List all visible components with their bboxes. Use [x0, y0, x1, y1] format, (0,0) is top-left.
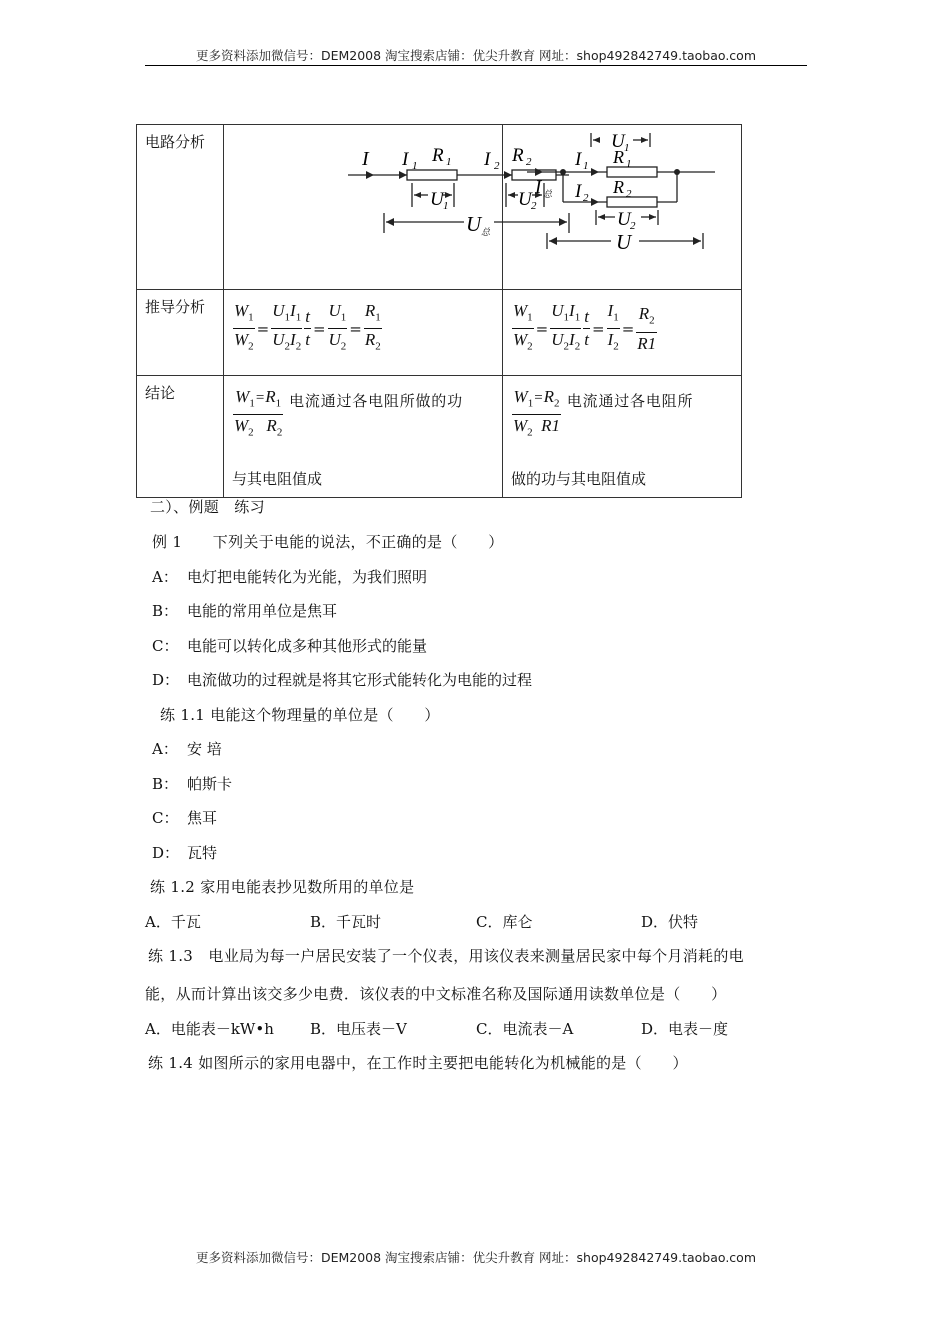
practice11-option-b[interactable]: B： 帕斯卡: [152, 775, 233, 793]
series-circuit-diagram: [224, 125, 537, 285]
parallel-circuit-cell: [503, 125, 742, 290]
series-sub-R1: 1: [446, 156, 452, 168]
series-sub-I2: 2: [494, 160, 500, 172]
parallel-sub-U1: 1: [624, 142, 630, 154]
section-title: 二）、例题 练习: [150, 498, 265, 516]
series-derivation-cell: [224, 290, 503, 376]
practice12-stem: 练 1.2 家用电能表抄见数所用的单位是: [150, 878, 415, 896]
parallel-conclusion-inline: 电流通过各电阻所: [566, 392, 694, 410]
parallel-sub-total: 总: [543, 189, 553, 199]
frac-u1i1-u2i2: $\frac{U_1I_1}{U_2I_2}$: [272, 301, 302, 353]
practice11-option-a[interactable]: A： 安 培: [152, 740, 222, 758]
page-header: 更多资料添加微信号：DEM2008 淘宝搜索店铺：优尖升教育 网址：shop492842749.taobao.com: [195, 48, 757, 63]
parallel-label-R1: R: [613, 147, 624, 167]
example1-stem: 例 1 下列关于电能的说法，不正确的是（ ）: [152, 533, 504, 551]
practice13-option-d[interactable]: D．电表－度: [641, 1020, 729, 1038]
frac-r2-r1-p: $\frac{R_2}{R1}$: [637, 304, 657, 353]
series-circuit-cell: [224, 125, 537, 290]
practice14-stem: 练 1.4 如图所示的家用电器中，在工作时主要把电能转化为机械能的是（ ）: [148, 1054, 688, 1072]
series-label-R2: R: [512, 145, 524, 166]
series-label-I2: I: [484, 149, 491, 170]
series-sub-R2: 2: [526, 156, 532, 168]
header-divider: [145, 65, 807, 66]
parallel-label-U1: U: [611, 131, 625, 152]
parallel-derivation-formula: $\frac{W_1}{W_2}$ = $\frac{U_1I_1}{U_2I_2}$ $\frac{t}{t}$ = $\frac{I_1}{I_2}$ = $\frac{R_2}{R1}$: [503, 290, 741, 358]
practice13-stem-line2: 能，从而计算出该交多少电费．该仪表的中文标准名称及国际通用读数单位是（ ）: [145, 985, 727, 1003]
electric-work-table: [136, 124, 742, 498]
parallel-sub-U2: 2: [630, 220, 636, 232]
frac-w1-w2: $\frac{W_1}{W_2}$: [234, 301, 254, 353]
practice12-option-c[interactable]: C．库仑: [476, 913, 533, 931]
parallel-conclusion-tail: 做的功与其电阻值成: [511, 469, 647, 488]
parallel-label-U2: U: [617, 209, 631, 230]
practice11-stem: 练 1.1 电能这个物理量的单位是（ ）: [160, 706, 440, 724]
example1-option-b[interactable]: B： 电能的常用单位是焦耳: [152, 602, 338, 620]
parallel-sub-I2: 2: [583, 192, 589, 204]
series-sub-I1: 1: [412, 160, 418, 172]
series-label-R1: R: [432, 145, 444, 166]
parallel-sub-R1: 1: [626, 158, 632, 170]
practice13-stem-line1: 练 1.3 电业局为每一户居民安装了一个仪表，用该仪表来测量居民家中每个月消耗的电: [148, 947, 744, 965]
practice12-option-d[interactable]: D．伏特: [641, 913, 699, 931]
series-conclusion-cell: [224, 376, 503, 498]
parallel-sub-I1: 1: [583, 160, 589, 172]
practice13-option-b[interactable]: B．电压表－V: [310, 1020, 407, 1038]
parallel-label-I2: I: [575, 181, 582, 202]
series-derivation-formula: $\frac{W_1}{W_2}$ = $\frac{U_1I_1}{U_2I_2}$ $\frac{t}{t}$ = $\frac{U_1}{U_2}$ = $\frac{R_1}{R_2}$: [224, 290, 502, 358]
series-sub-U1: 1: [443, 200, 449, 212]
parallel-label-U: U: [616, 230, 632, 254]
practice12-option-a[interactable]: A．千瓦: [145, 913, 201, 931]
parallel-conclusion-cell: [503, 376, 742, 498]
series-label-U1: U: [430, 189, 444, 210]
frac-conclusion-parallel: $\frac{W_1=R_2}{W_2 R1}$: [513, 387, 561, 439]
frac-u1i1-u2i2-p: $\frac{U_1I_1}{U_2I_2}$: [551, 301, 581, 353]
series-sub-total: 总: [481, 227, 491, 237]
parallel-label-R2: R: [613, 177, 624, 197]
row-label-conclusion: 结论: [137, 376, 224, 498]
example1-option-a[interactable]: A： 电灯把电能转化为光能，为我们照明: [152, 568, 428, 586]
example1-option-d[interactable]: D： 电流做功的过程就是将其它形式能转化为电能的过程: [152, 671, 533, 689]
frac-u1-u2: $\frac{U_1}{U_2}$: [328, 301, 347, 353]
parallel-derivation-cell: [503, 290, 742, 376]
row-label-derivation: 推导分析: [137, 290, 224, 376]
series-conclusion-inline: 电流通过各电阻所做的功: [289, 392, 463, 410]
practice13-option-c[interactable]: C．电流表－A: [476, 1020, 574, 1038]
practice12-option-b[interactable]: B．千瓦时: [310, 913, 382, 931]
parallel-circuit-diagram: [503, 125, 741, 285]
frac-t-t-p: $\frac{t}{t}$: [584, 307, 589, 350]
frac-t-t: $\frac{t}{t}$: [305, 307, 310, 350]
page-footer: 更多资料添加微信号：DEM2008 淘宝搜索店铺：优尖升教育 网址：shop492842749.taobao.com: [195, 1250, 757, 1265]
series-label-U2: U: [518, 189, 532, 210]
frac-conclusion-series: $\frac{W_1=R_1}{W_2 R_2}$: [234, 387, 283, 439]
series-conclusion-tail: 与其电阻值成: [232, 469, 323, 488]
row-label-circuit: 电路分析: [137, 125, 224, 290]
practice11-option-c[interactable]: C： 焦耳: [152, 809, 218, 827]
series-label-Utotal: U: [466, 212, 482, 236]
example1-option-c[interactable]: C： 电能可以转化成多种其他形式的能量: [152, 637, 428, 655]
series-label-I: I: [362, 148, 369, 170]
series-sub-U2: 2: [531, 200, 537, 212]
parallel-label-Itotal: I: [535, 177, 542, 198]
series-label-I1: I: [402, 149, 409, 170]
practice13-option-a[interactable]: A．电能表－kW•h: [145, 1020, 274, 1038]
frac-i1-i2-p: $\frac{I_1}{I_2}$: [607, 301, 619, 353]
frac-r1-r2: $\frac{R_1}{R_2}$: [364, 301, 381, 353]
practice11-option-d[interactable]: D： 瓦特: [152, 844, 218, 862]
frac-w1-w2-p: $\frac{W_1}{W_2}$: [513, 301, 533, 353]
parallel-sub-R2: 2: [626, 188, 632, 200]
parallel-label-I1: I: [575, 149, 582, 170]
